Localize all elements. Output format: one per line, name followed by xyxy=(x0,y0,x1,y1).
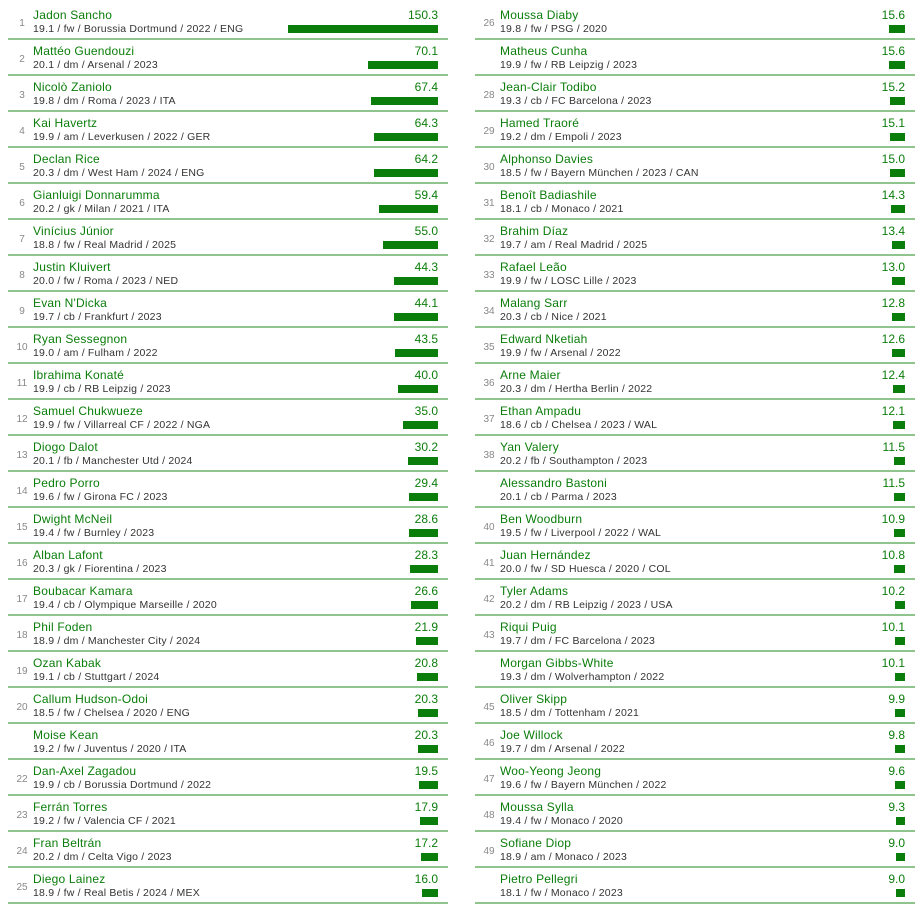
value-bar xyxy=(889,25,905,33)
player-name: Edward Nketiah xyxy=(500,332,588,346)
value-bar xyxy=(418,709,438,717)
player-name: Joe Willock xyxy=(500,728,563,742)
value-label: 21.9 xyxy=(414,620,438,634)
rank-number: 6 xyxy=(19,198,25,209)
value-label: 13.0 xyxy=(881,260,905,274)
value-label: 12.4 xyxy=(881,368,905,382)
player-row xyxy=(475,328,915,364)
player-row xyxy=(8,328,448,364)
value-bar xyxy=(896,889,905,897)
player-details: 18.9 / fw / Real Betis / 2024 / MEX xyxy=(33,887,200,899)
value-bar xyxy=(409,493,438,501)
player-row xyxy=(475,760,915,796)
rank-number: 11 xyxy=(16,378,28,389)
player-row xyxy=(475,652,915,688)
rank-number: 19 xyxy=(16,666,28,677)
player-name: Evan N'Dicka xyxy=(33,296,108,310)
rank-number: 20 xyxy=(16,702,28,713)
value-bar xyxy=(374,169,438,177)
player-name: Pietro Pellegri xyxy=(500,872,578,886)
value-label: 15.6 xyxy=(881,8,905,22)
player-row xyxy=(8,760,448,796)
value-label: 12.1 xyxy=(881,404,905,418)
value-bar xyxy=(895,709,905,717)
player-details: 19.6 / fw / Bayern München / 2022 xyxy=(500,779,667,791)
player-row xyxy=(475,436,915,472)
rank-number: 40 xyxy=(483,522,495,533)
player-details: 20.3 / cb / Nice / 2021 xyxy=(500,311,607,323)
player-details: 20.0 / fw / SD Huesca / 2020 / COL xyxy=(500,563,671,575)
player-row xyxy=(8,436,448,472)
value-label: 20.3 xyxy=(414,692,438,706)
player-name: Fran Beltrán xyxy=(33,836,102,850)
player-row xyxy=(475,364,915,400)
player-name: Declan Rice xyxy=(33,152,100,166)
value-label: 17.2 xyxy=(414,836,438,850)
player-details: 20.3 / gk / Fiorentina / 2023 xyxy=(33,563,167,575)
player-name: Morgan Gibbs-White xyxy=(500,656,614,670)
player-details: 18.5 / fw / Bayern München / 2023 / CAN xyxy=(500,167,699,179)
player-row xyxy=(8,220,448,256)
rank-number: 35 xyxy=(483,342,495,353)
value-label: 44.3 xyxy=(414,260,438,274)
player-details: 20.3 / dm / West Ham / 2024 / ENG xyxy=(33,167,205,179)
value-bar xyxy=(895,637,905,645)
value-label: 9.6 xyxy=(888,764,905,778)
player-row xyxy=(8,652,448,688)
player-name: Dan-Axel Zagadou xyxy=(33,764,137,778)
value-bar xyxy=(379,205,438,213)
player-row xyxy=(475,400,915,436)
player-details: 20.1 / cb / Parma / 2023 xyxy=(500,491,617,503)
player-details: 20.1 / fb / Manchester Utd / 2024 xyxy=(33,455,193,467)
player-name: Ferrán Torres xyxy=(33,800,108,814)
player-details: 18.8 / fw / Real Madrid / 2025 xyxy=(33,239,177,251)
rank-number: 3 xyxy=(19,90,25,101)
player-row xyxy=(8,832,448,868)
value-bar xyxy=(892,313,905,321)
player-details: 19.8 / dm / Roma / 2023 / ITA xyxy=(33,95,176,107)
player-name: Jean-Clair Todibo xyxy=(500,80,597,94)
value-bar xyxy=(891,205,905,213)
value-label: 20.3 xyxy=(414,728,438,742)
value-bar xyxy=(895,673,905,681)
player-row xyxy=(475,544,915,580)
player-row xyxy=(8,616,448,652)
value-label: 15.6 xyxy=(881,44,905,58)
player-details: 19.9 / cb / Borussia Dortmund / 2022 xyxy=(33,779,212,791)
value-label: 10.9 xyxy=(881,512,905,526)
player-details: 18.9 / am / Monaco / 2023 xyxy=(500,851,627,863)
value-bar xyxy=(374,133,438,141)
player-details: 18.9 / dm / Manchester City / 2024 xyxy=(33,635,201,647)
player-name: Moise Kean xyxy=(33,728,99,742)
player-details: 20.2 / gk / Milan / 2021 / ITA xyxy=(33,203,170,215)
value-label: 20.8 xyxy=(414,656,438,670)
value-bar xyxy=(894,529,905,537)
rank-number: 23 xyxy=(16,810,28,821)
player-name: Samuel Chukwueze xyxy=(33,404,143,418)
value-bar xyxy=(408,457,438,465)
value-label: 40.0 xyxy=(414,368,438,382)
rank-number: 2 xyxy=(19,54,25,65)
player-name: Yan Valery xyxy=(500,440,559,454)
player-row xyxy=(8,112,448,148)
value-label: 43.5 xyxy=(414,332,438,346)
player-name: Diego Lainez xyxy=(33,872,106,886)
player-details: 19.9 / cb / RB Leipzig / 2023 xyxy=(33,383,171,395)
player-details: 19.4 / fw / Monaco / 2020 xyxy=(500,815,623,827)
value-label: 9.0 xyxy=(888,872,905,886)
value-bar xyxy=(894,457,905,465)
player-name: Woo-Yeong Jeong xyxy=(500,764,602,778)
value-bar xyxy=(371,97,438,105)
value-label: 14.3 xyxy=(881,188,905,202)
player-details: 20.2 / dm / RB Leipzig / 2023 / USA xyxy=(500,599,673,611)
value-bar xyxy=(896,853,905,861)
rank-number: 24 xyxy=(16,846,28,857)
player-name: Alessandro Bastoni xyxy=(500,476,607,490)
ranking-column-right xyxy=(475,4,915,904)
player-row xyxy=(475,184,915,220)
player-details: 19.0 / am / Fulham / 2022 xyxy=(33,347,158,359)
player-row xyxy=(8,364,448,400)
rank-number: 45 xyxy=(483,702,495,713)
rank-number: 8 xyxy=(19,270,25,281)
value-label: 64.3 xyxy=(414,116,438,130)
value-bar xyxy=(409,529,438,537)
player-name: Pedro Porro xyxy=(33,476,100,490)
value-label: 11.5 xyxy=(882,476,905,490)
player-details: 19.1 / fw / Borussia Dortmund / 2022 / ENG xyxy=(33,23,244,35)
value-bar xyxy=(892,241,905,249)
player-row xyxy=(475,148,915,184)
rank-number: 25 xyxy=(16,882,28,893)
player-details: 19.9 / fw / RB Leipzig / 2023 xyxy=(500,59,638,71)
value-bar xyxy=(895,745,905,753)
player-name: Moussa Diaby xyxy=(500,8,579,22)
value-label: 15.0 xyxy=(881,152,905,166)
player-details: 20.3 / dm / Hertha Berlin / 2022 xyxy=(500,383,653,395)
player-row xyxy=(475,688,915,724)
value-bar xyxy=(394,313,438,321)
value-label: 16.0 xyxy=(414,872,438,886)
player-row xyxy=(475,580,915,616)
rank-number: 43 xyxy=(483,630,495,641)
value-label: 10.1 xyxy=(881,656,905,670)
player-name: Phil Foden xyxy=(33,620,93,634)
rank-number: 31 xyxy=(483,198,495,209)
player-name: Brahim Díaz xyxy=(500,224,569,238)
value-label: 55.0 xyxy=(414,224,438,238)
player-details: 18.6 / cb / Chelsea / 2023 / WAL xyxy=(500,419,658,431)
player-name: Ibrahima Konaté xyxy=(33,368,125,382)
value-bar xyxy=(890,169,905,177)
player-name: Tyler Adams xyxy=(500,584,569,598)
player-name: Ryan Sessegnon xyxy=(33,332,128,346)
value-bar xyxy=(288,25,438,33)
player-name: Mattéo Guendouzi xyxy=(33,44,135,58)
value-label: 26.6 xyxy=(414,584,438,598)
value-bar xyxy=(410,565,438,573)
rank-number: 26 xyxy=(483,18,495,29)
player-row xyxy=(475,256,915,292)
rank-number: 7 xyxy=(19,234,25,245)
value-label: 29.4 xyxy=(414,476,438,490)
value-bar xyxy=(422,889,438,897)
player-details: 19.3 / dm / Wolverhampton / 2022 xyxy=(500,671,665,683)
value-label: 10.1 xyxy=(881,620,905,634)
player-row xyxy=(8,580,448,616)
player-row xyxy=(475,112,915,148)
value-bar xyxy=(398,385,438,393)
value-bar xyxy=(893,421,905,429)
value-bar xyxy=(394,277,438,285)
player-name: Diogo Dalot xyxy=(33,440,98,454)
value-bar xyxy=(894,493,905,501)
rank-number: 18 xyxy=(16,630,28,641)
player-details: 19.9 / fw / Arsenal / 2022 xyxy=(500,347,621,359)
player-name: Hamed Traoré xyxy=(500,116,580,130)
value-label: 9.3 xyxy=(888,800,905,814)
player-row xyxy=(475,508,915,544)
value-label: 17.9 xyxy=(414,800,438,814)
player-name: Ozan Kabak xyxy=(33,656,102,670)
rank-number: 10 xyxy=(16,342,28,353)
player-row xyxy=(475,724,915,760)
player-row xyxy=(8,292,448,328)
player-row xyxy=(8,76,448,112)
player-name: Rafael Leão xyxy=(500,260,567,274)
player-name: Juan Hernández xyxy=(500,548,591,562)
value-bar xyxy=(395,349,438,357)
player-name: Riqui Puig xyxy=(500,620,557,634)
player-row xyxy=(8,724,448,760)
player-details: 19.8 / fw / PSG / 2020 xyxy=(500,23,608,35)
player-name: Nicolò Zaniolo xyxy=(33,80,112,94)
value-bar xyxy=(892,349,905,357)
player-details: 20.2 / dm / Celta Vigo / 2023 xyxy=(33,851,172,863)
rank-number: 48 xyxy=(483,810,495,821)
player-name: Ethan Ampadu xyxy=(500,404,582,418)
rank-number: 41 xyxy=(483,558,495,569)
player-details: 18.5 / fw / Chelsea / 2020 / ENG xyxy=(33,707,190,719)
player-details: 20.2 / fb / Southampton / 2023 xyxy=(500,455,648,467)
player-name: Sofiane Diop xyxy=(500,836,572,850)
value-bar xyxy=(418,745,438,753)
player-row xyxy=(475,796,915,832)
value-label: 15.1 xyxy=(881,116,905,130)
value-bar xyxy=(411,601,438,609)
player-details: 19.2 / dm / Empoli / 2023 xyxy=(500,131,622,143)
player-row xyxy=(8,472,448,508)
rank-number: 34 xyxy=(483,306,495,317)
rank-number: 4 xyxy=(19,126,25,137)
value-bar xyxy=(895,781,905,789)
rank-number: 36 xyxy=(483,378,495,389)
value-label: 70.1 xyxy=(414,44,438,58)
player-row xyxy=(475,616,915,652)
player-name: Ben Woodburn xyxy=(500,512,583,526)
player-details: 18.5 / dm / Tottenham / 2021 xyxy=(500,707,640,719)
player-details: 18.1 / cb / Monaco / 2021 xyxy=(500,203,624,215)
rank-number: 29 xyxy=(483,126,495,137)
value-label: 64.2 xyxy=(414,152,438,166)
player-details: 19.2 / fw / Juventus / 2020 / ITA xyxy=(33,743,187,755)
player-row xyxy=(8,184,448,220)
player-row xyxy=(475,4,915,40)
player-row xyxy=(8,508,448,544)
player-details: 19.1 / cb / Stuttgart / 2024 xyxy=(33,671,160,683)
rank-number: 30 xyxy=(483,162,495,173)
rank-number: 32 xyxy=(483,234,495,245)
player-row xyxy=(8,688,448,724)
value-label: 11.5 xyxy=(882,440,905,454)
value-bar xyxy=(896,817,905,825)
rank-number: 28 xyxy=(483,90,495,101)
rank-number: 5 xyxy=(19,162,25,173)
rank-number: 22 xyxy=(16,774,28,785)
value-bar xyxy=(893,385,905,393)
player-row xyxy=(475,472,915,508)
player-details: 19.7 / dm / Arsenal / 2022 xyxy=(500,743,625,755)
player-row xyxy=(8,4,448,40)
player-row xyxy=(475,76,915,112)
rank-number: 42 xyxy=(483,594,495,605)
player-name: Vinícius Júnior xyxy=(33,224,114,238)
player-row xyxy=(8,40,448,76)
value-bar xyxy=(420,817,438,825)
player-row xyxy=(475,292,915,328)
rank-number: 16 xyxy=(16,558,28,569)
value-bar xyxy=(892,277,905,285)
rank-number: 37 xyxy=(483,414,495,425)
player-row xyxy=(8,400,448,436)
player-name: Malang Sarr xyxy=(500,296,568,310)
value-label: 30.2 xyxy=(414,440,438,454)
value-label: 12.6 xyxy=(881,332,905,346)
player-name: Callum Hudson-Odoi xyxy=(33,692,148,706)
value-label: 9.9 xyxy=(888,692,905,706)
value-label: 15.2 xyxy=(881,80,905,94)
rank-number: 47 xyxy=(483,774,495,785)
value-bar xyxy=(894,565,905,573)
rank-number: 38 xyxy=(483,450,495,461)
player-details: 19.9 / fw / LOSC Lille / 2023 xyxy=(500,275,637,287)
player-row xyxy=(475,832,915,868)
value-bar xyxy=(383,241,438,249)
player-name: Gianluigi Donnarumma xyxy=(33,188,160,202)
value-label: 28.3 xyxy=(414,548,438,562)
player-details: 19.3 / cb / FC Barcelona / 2023 xyxy=(500,95,652,107)
player-details: 19.9 / fw / Villarreal CF / 2022 / NGA xyxy=(33,419,211,431)
value-bar xyxy=(417,673,438,681)
player-name: Arne Maier xyxy=(500,368,561,382)
value-label: 9.0 xyxy=(888,836,905,850)
player-name: Alban Lafont xyxy=(33,548,103,562)
value-label: 12.8 xyxy=(881,296,905,310)
player-name: Justin Kluivert xyxy=(33,260,111,274)
player-name: Dwight McNeil xyxy=(33,512,113,526)
player-details: 18.1 / fw / Monaco / 2023 xyxy=(500,887,623,899)
rank-number: 49 xyxy=(483,846,495,857)
player-row xyxy=(8,544,448,580)
player-name: Benoît Badiashile xyxy=(500,188,597,202)
rank-number: 14 xyxy=(16,486,28,497)
player-details: 19.9 / am / Leverkusen / 2022 / GER xyxy=(33,131,211,143)
value-label: 59.4 xyxy=(414,188,438,202)
player-name: Oliver Skipp xyxy=(500,692,568,706)
value-bar xyxy=(403,421,438,429)
value-label: 13.4 xyxy=(881,224,905,238)
value-label: 150.3 xyxy=(407,8,438,22)
player-details: 19.7 / cb / Frankfurt / 2023 xyxy=(33,311,162,323)
player-details: 19.4 / cb / Olympique Marseille / 2020 xyxy=(33,599,217,611)
player-details: 20.0 / fw / Roma / 2023 / NED xyxy=(33,275,179,287)
value-bar xyxy=(890,133,905,141)
player-details: 20.1 / dm / Arsenal / 2023 xyxy=(33,59,158,71)
value-bar xyxy=(890,97,905,105)
rank-number: 17 xyxy=(16,594,28,605)
player-row xyxy=(475,868,915,904)
rank-number: 9 xyxy=(19,306,25,317)
value-label: 67.4 xyxy=(414,80,438,94)
player-details: 19.7 / am / Real Madrid / 2025 xyxy=(500,239,648,251)
value-label: 35.0 xyxy=(414,404,438,418)
player-row xyxy=(8,148,448,184)
value-bar xyxy=(421,853,438,861)
value-bar xyxy=(416,637,438,645)
ranking-column-left xyxy=(8,4,448,904)
player-details: 19.6 / fw / Girona FC / 2023 xyxy=(33,491,168,503)
value-label: 44.1 xyxy=(414,296,438,310)
rank-number: 15 xyxy=(16,522,28,533)
player-details: 19.2 / fw / Valencia CF / 2021 xyxy=(33,815,176,827)
player-name: Jadon Sancho xyxy=(33,8,113,22)
value-label: 10.2 xyxy=(881,584,905,598)
value-label: 19.5 xyxy=(414,764,438,778)
rank-number: 46 xyxy=(483,738,495,749)
player-name: Matheus Cunha xyxy=(500,44,588,58)
rank-number: 13 xyxy=(16,450,28,461)
player-details: 19.7 / dm / FC Barcelona / 2023 xyxy=(500,635,656,647)
value-label: 28.6 xyxy=(414,512,438,526)
player-name: Boubacar Kamara xyxy=(33,584,133,598)
player-name: Kai Havertz xyxy=(33,116,98,130)
rank-number: 1 xyxy=(19,18,25,29)
value-label: 9.8 xyxy=(888,728,905,742)
value-bar xyxy=(419,781,438,789)
player-row xyxy=(8,868,448,904)
player-row xyxy=(8,796,448,832)
value-label: 10.8 xyxy=(881,548,905,562)
player-details: 19.4 / fw / Burnley / 2023 xyxy=(33,527,155,539)
rank-number: 12 xyxy=(16,414,28,425)
player-name: Alphonso Davies xyxy=(500,152,594,166)
player-row xyxy=(475,220,915,256)
value-bar xyxy=(889,61,905,69)
rank-number: 33 xyxy=(483,270,495,281)
player-row xyxy=(8,256,448,292)
player-details: 19.5 / fw / Liverpool / 2022 / WAL xyxy=(500,527,662,539)
player-row xyxy=(475,40,915,76)
value-bar xyxy=(895,601,905,609)
player-name: Moussa Sylla xyxy=(500,800,574,814)
value-bar xyxy=(368,61,438,69)
